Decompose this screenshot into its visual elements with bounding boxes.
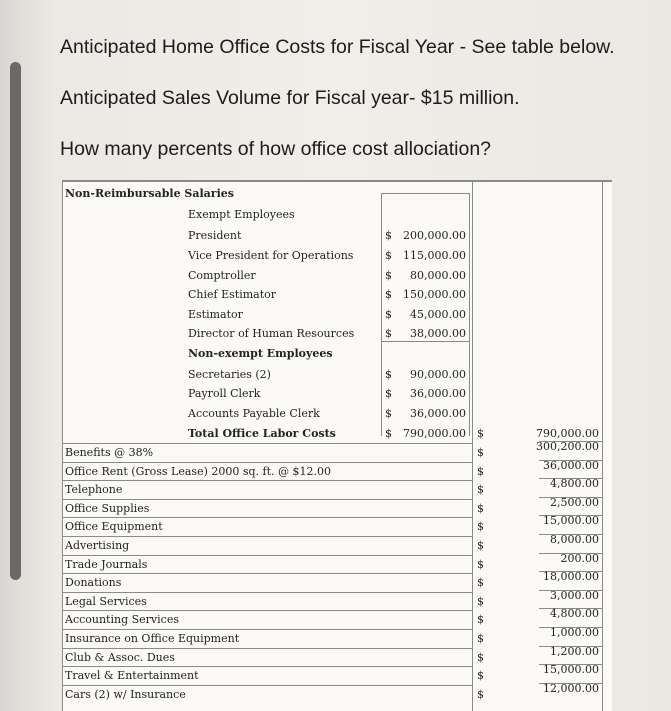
cost-label: Legal Services — [65, 595, 147, 608]
salary-currency: $ — [385, 229, 392, 242]
salary-amount: 36,000.00 — [410, 387, 466, 400]
cost-row-line — [63, 480, 472, 481]
salary-label: Accounts Payable Clerk — [188, 407, 320, 420]
salary-label: Estimator — [188, 308, 243, 321]
cost-currency: $ — [477, 520, 484, 533]
question-line-2: Anticipated Sales Volume for Fiscal year- $15 million. — [60, 87, 520, 109]
cost-currency: $ — [477, 669, 484, 682]
cost-label: Travel & Entertainment — [65, 669, 199, 682]
salary-currency: $ — [385, 327, 392, 340]
cost-currency: $ — [477, 688, 484, 701]
cost-label: Office Supplies — [65, 502, 150, 515]
total-right-currency: $ — [477, 427, 484, 440]
salary-label: President — [188, 229, 242, 242]
salary-label: Vice President for Operations — [188, 249, 354, 262]
salary-amount: 200,000.00 — [403, 229, 466, 242]
total-label: Total Office Labor Costs — [188, 427, 336, 440]
salary-amount: 45,000.00 — [410, 308, 466, 321]
cost-amount: 3,000.00 — [550, 589, 599, 602]
cost-row-line — [63, 555, 472, 556]
salary-currency: $ — [385, 249, 392, 262]
total-currency: $ — [385, 427, 392, 440]
salary-currency: $ — [385, 288, 392, 301]
cost-currency: $ — [477, 539, 484, 552]
cost-currency: $ — [477, 446, 484, 459]
cost-label: Accounting Services — [65, 613, 179, 626]
salary-label: Chief Estimator — [188, 288, 276, 301]
salary-label: Comptroller — [188, 269, 256, 282]
cost-amount: 18,000.00 — [543, 570, 599, 583]
cost-amount: 2,500.00 — [550, 496, 599, 509]
cost-label: Donations — [65, 576, 122, 589]
cost-row-line — [63, 648, 472, 649]
cost-amount: 1,200.00 — [550, 645, 599, 658]
cost-amount: 36,000.00 — [543, 459, 599, 472]
cost-row-line — [63, 443, 472, 444]
cost-amount: 1,000.00 — [550, 626, 599, 639]
salary-currency: $ — [385, 407, 392, 420]
cost-row-line — [63, 536, 472, 537]
cost-currency: $ — [477, 465, 484, 478]
cost-row-line — [63, 517, 472, 518]
table-border-top — [63, 181, 612, 182]
cost-currency: $ — [477, 558, 484, 571]
question-line-3: How many percents of how office cost allociation? — [60, 138, 492, 160]
salary-currency: $ — [385, 387, 392, 400]
cost-row-line — [63, 629, 472, 630]
cost-currency: $ — [477, 502, 484, 515]
salary-column-top — [381, 193, 469, 194]
cost-label: Benefits @ 38% — [65, 446, 154, 459]
salary-amount: 150,000.00 — [403, 288, 466, 301]
table-header: Non-Reimbursable Salaries — [65, 187, 234, 200]
salary-currency: $ — [385, 368, 392, 381]
cost-table — [62, 180, 612, 711]
cost-row-line — [63, 462, 472, 463]
cost-currency: $ — [477, 483, 484, 496]
table-border-right — [602, 181, 603, 711]
cost-row-line — [63, 592, 472, 593]
cost-currency: $ — [477, 595, 484, 608]
question-line-1: Anticipated Home Office Costs for Fiscal Year - See table below. — [60, 36, 615, 58]
cost-label: Cars (2) w/ Insurance — [65, 688, 186, 701]
cost-row-line — [63, 685, 472, 686]
cost-row-line — [63, 610, 472, 611]
salary-amount: 80,000.00 — [410, 269, 466, 282]
salary-amount: 38,000.00 — [410, 327, 466, 340]
scrollbar[interactable] — [10, 62, 21, 580]
salary-label: Director of Human Resources — [188, 327, 355, 340]
salary-amount: 90,000.00 — [410, 368, 466, 381]
cost-amount: 15,000.00 — [543, 663, 599, 676]
cost-amount: 12,000.00 — [543, 682, 599, 695]
salary-amount: 36,000.00 — [410, 407, 466, 420]
salary-currency: $ — [385, 308, 392, 321]
salary-column-right — [469, 193, 470, 436]
cost-label: Telephone — [65, 483, 123, 496]
cost-label: Trade Journals — [65, 558, 148, 571]
cost-currency: $ — [477, 576, 484, 589]
cost-currency: $ — [477, 613, 484, 626]
cost-currency: $ — [477, 651, 484, 664]
cost-amount: 4,800.00 — [550, 607, 599, 620]
total-right-amount: 790,000.00 — [536, 427, 599, 440]
cost-currency: $ — [477, 632, 484, 645]
table-divider-right — [472, 181, 473, 711]
salary-currency: $ — [385, 269, 392, 282]
cost-label: Club & Assoc. Dues — [65, 651, 175, 664]
cost-amount: 8,000.00 — [550, 533, 599, 546]
cost-label: Office Equipment — [65, 520, 163, 533]
cost-row-line — [63, 573, 472, 574]
salary-label: Secretaries (2) — [188, 368, 271, 381]
cost-row-line — [63, 499, 472, 500]
cost-label: Insurance on Office Equipment — [65, 632, 240, 645]
salary-column-left — [381, 193, 382, 436]
salary-amount: 115,000.00 — [403, 249, 466, 262]
cost-amount: 15,000.00 — [543, 514, 599, 527]
total-amount: 790,000.00 — [403, 427, 466, 440]
cost-amount: 4,800.00 — [550, 477, 599, 490]
cost-label: Office Rent (Gross Lease) 2000 sq. ft. @ $12.00 — [65, 465, 332, 478]
cost-amount: 200.00 — [560, 552, 599, 565]
cost-row-line — [63, 666, 472, 667]
cost-amount: 300,200.00 — [536, 440, 599, 453]
nonexempt-header: Non-exempt Employees — [188, 347, 333, 360]
exempt-header: Exempt Employees — [188, 208, 295, 221]
salary-column-gap — [381, 341, 469, 342]
cost-label: Advertising — [65, 539, 130, 552]
salary-label: Payroll Clerk — [188, 387, 261, 400]
